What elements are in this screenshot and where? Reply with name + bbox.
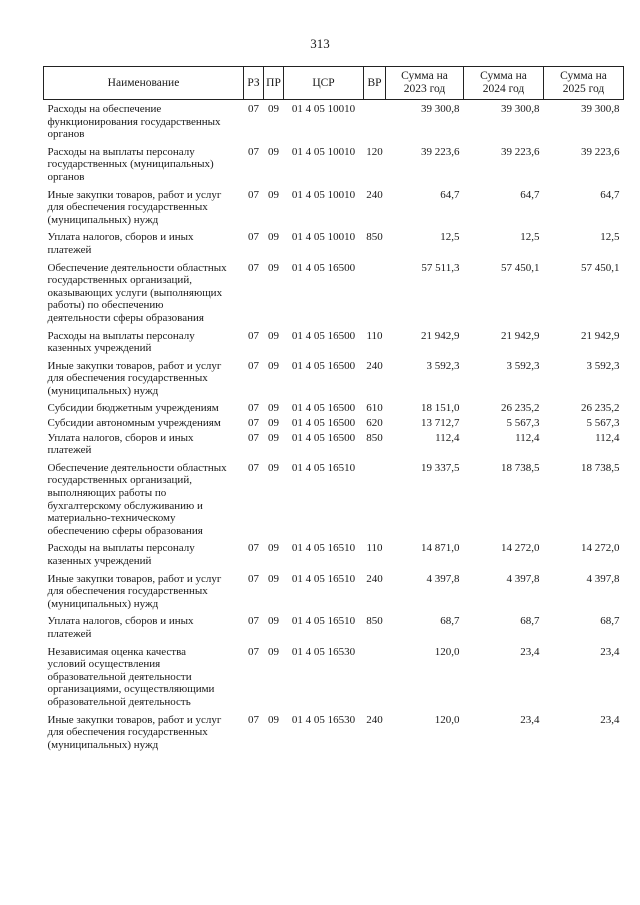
table-row	[44, 430, 624, 457]
row-sum-2023: 4 397,8	[426, 572, 460, 585]
row-csr: 01 4 05 16510	[291, 461, 356, 474]
row-rz: 07	[248, 261, 259, 274]
row-sum-2024: 21 942,9	[501, 329, 540, 342]
table-row	[44, 100, 624, 141]
row-vr: 240	[366, 359, 383, 372]
row-vr	[364, 457, 386, 538]
row-csr: 01 4 05 16510	[291, 615, 356, 628]
row-sum-2024: 3 592,3	[506, 359, 540, 372]
row-name: Уплата налогов, сборов и иных платежей	[47, 431, 194, 457]
row-vr: 120	[366, 145, 383, 158]
row-vr: 620	[366, 417, 383, 430]
row-rz: 07	[248, 188, 259, 201]
row-rz: 07	[248, 103, 259, 115]
row-sum-2024: 64,7	[520, 188, 540, 201]
row-csr: 01 4 05 10010	[291, 231, 356, 244]
header-name: Наименование	[44, 67, 244, 100]
row-vr: 850	[366, 431, 383, 444]
row-vr	[364, 641, 386, 709]
row-sum-2025: 3 592,3	[586, 359, 620, 372]
row-sum-2025: 57 450,1	[581, 261, 620, 274]
row-sum-2024: 4 397,8	[506, 572, 540, 585]
row-rz: 07	[248, 713, 259, 726]
row-name: Иные закупки товаров, работ и услуг для обеспечения государственных (муниципальных) нужд	[47, 713, 222, 751]
table-row	[44, 141, 624, 184]
row-sum-2025: 18 738,5	[581, 461, 620, 474]
row-name: Обеспечение деятельности областных государственных организаций, выполняющих работы по бухгалтерскому обслуживанию и материально-техническому обеспечению сферы образования	[47, 461, 227, 537]
row-rz: 07	[248, 461, 259, 474]
row-sum-2025: 12,5	[600, 231, 620, 244]
header-rz: РЗ	[244, 67, 264, 100]
row-vr: 110	[366, 542, 383, 555]
row-sum-2024: 23,4	[520, 713, 540, 726]
row-pr: 09	[268, 542, 279, 555]
row-sum-2025: 23,4	[600, 713, 620, 726]
table-row	[44, 325, 624, 355]
row-name: Иные закупки товаров, работ и услуг для обеспечения государственных (муниципальных) нужд	[47, 572, 222, 610]
header-pr: ПР	[264, 67, 284, 100]
row-rz: 07	[248, 615, 259, 628]
row-csr: 01 4 05 16530	[291, 713, 356, 726]
header-sum-2023: Сумма на 2023 год	[386, 67, 464, 100]
row-sum-2023: 18 151,0	[421, 402, 460, 415]
row-sum-2025: 4 397,8	[586, 572, 620, 585]
row-pr: 09	[268, 402, 279, 415]
row-pr: 09	[268, 645, 279, 658]
row-vr: 850	[366, 231, 383, 244]
header-sum-2025: Сумма на 2025 год	[544, 67, 624, 100]
header-csr: ЦСР	[284, 67, 364, 100]
row-pr: 09	[268, 572, 279, 585]
row-sum-2025: 5 567,3	[586, 417, 620, 430]
table-row	[44, 397, 624, 415]
row-name: Расходы на выплаты персоналу государственных (муниципальных) органов	[47, 145, 214, 183]
row-sum-2024: 26 235,2	[501, 402, 540, 415]
row-pr: 09	[268, 461, 279, 474]
row-pr: 09	[268, 417, 279, 430]
row-pr: 09	[268, 713, 279, 726]
table-body	[44, 100, 624, 752]
row-csr: 01 4 05 10010	[291, 145, 356, 158]
header-vr: ВР	[364, 67, 386, 100]
row-rz: 07	[248, 359, 259, 372]
row-name: Уплата налогов, сборов и иных платежей	[47, 231, 194, 256]
row-sum-2023: 3 592,3	[426, 359, 460, 372]
row-csr: 01 4 05 10010	[291, 103, 356, 115]
page-number: 313	[310, 36, 330, 51]
row-name: Иные закупки товаров, работ и услуг для обеспечения государственных (муниципальных) нужд	[47, 188, 222, 226]
row-csr: 01 4 05 16500	[291, 329, 356, 342]
row-vr: 240	[366, 713, 383, 726]
row-sum-2023: 57 511,3	[421, 261, 460, 274]
row-sum-2023: 39 300,8	[421, 103, 460, 115]
table-row	[44, 457, 624, 538]
row-vr: 850	[366, 615, 383, 628]
row-sum-2025: 23,4	[600, 645, 620, 658]
row-sum-2025: 39 223,6	[581, 145, 620, 158]
table-row	[44, 641, 624, 709]
row-vr: 240	[366, 188, 383, 201]
row-csr: 01 4 05 16510	[291, 572, 356, 585]
row-sum-2024: 18 738,5	[501, 461, 540, 474]
row-pr: 09	[268, 615, 279, 628]
row-sum-2024: 39 223,6	[501, 145, 540, 158]
row-csr: 01 4 05 16500	[291, 417, 356, 430]
table-row	[44, 568, 624, 611]
row-sum-2023: 39 223,6	[421, 145, 460, 158]
row-csr: 01 4 05 16500	[291, 359, 356, 372]
row-name: Иные закупки товаров, работ и услуг для обеспечения государственных (муниципальных) нужд	[47, 359, 222, 397]
row-pr: 09	[268, 261, 279, 274]
header-sum-2024: Сумма на 2024 год	[464, 67, 544, 100]
row-sum-2024: 12,5	[520, 231, 540, 244]
row-sum-2025: 112,4	[595, 431, 620, 444]
row-sum-2025: 26 235,2	[581, 402, 620, 415]
row-pr: 09	[268, 231, 279, 244]
table-row	[44, 355, 624, 398]
row-pr: 09	[268, 103, 279, 115]
row-sum-2023: 68,7	[440, 615, 460, 628]
row-sum-2023: 19 337,5	[421, 461, 460, 474]
row-sum-2024: 68,7	[520, 615, 540, 628]
row-sum-2024: 23,4	[520, 645, 540, 658]
table-row	[44, 415, 624, 430]
row-sum-2023: 112,4	[435, 431, 460, 444]
row-sum-2025: 21 942,9	[581, 329, 620, 342]
row-name: Независимая оценка качества условий осуществления образовательной деятельности организациями, осуществляющими образовательной деятельность	[47, 645, 215, 708]
row-csr: 01 4 05 16500	[291, 402, 356, 415]
row-rz: 07	[248, 417, 259, 430]
table-header-row	[44, 67, 624, 100]
row-vr	[364, 100, 386, 141]
table-row	[44, 226, 624, 256]
row-vr	[364, 257, 386, 325]
row-sum-2023: 14 871,0	[421, 542, 460, 555]
row-name: Обеспечение деятельности областных государственных организаций, оказывающих услуги (выполняющих работы) по обеспечению деятельности сферы образования	[47, 261, 227, 324]
table-row	[44, 709, 624, 752]
row-pr: 09	[268, 329, 279, 342]
budget-table	[43, 66, 624, 751]
row-sum-2023: 120,0	[434, 645, 460, 658]
row-pr: 09	[268, 145, 279, 158]
table-row	[44, 257, 624, 325]
table-row	[44, 610, 624, 640]
row-sum-2023: 120,0	[434, 713, 460, 726]
row-sum-2024: 5 567,3	[506, 417, 540, 430]
row-rz: 07	[248, 542, 259, 555]
row-sum-2025: 39 300,8	[581, 103, 620, 115]
row-sum-2025: 68,7	[600, 615, 620, 628]
row-name: Расходы на обеспечение функционирования государственных органов	[47, 103, 221, 141]
row-name: Уплата налогов, сборов и иных платежей	[47, 615, 194, 640]
row-vr: 110	[366, 329, 383, 342]
row-pr: 09	[268, 359, 279, 372]
row-sum-2025: 64,7	[600, 188, 620, 201]
row-sum-2024: 57 450,1	[501, 261, 540, 274]
row-sum-2023: 13 712,7	[421, 417, 460, 430]
row-csr: 01 4 05 10010	[291, 188, 356, 201]
row-rz: 07	[248, 572, 259, 585]
row-vr: 610	[366, 402, 383, 415]
row-csr: 01 4 05 16510	[291, 542, 356, 555]
row-pr: 09	[268, 431, 279, 444]
table-row	[44, 537, 624, 567]
row-name: Расходы на выплаты персоналу казенных учреждений	[47, 329, 195, 355]
row-rz: 07	[248, 145, 259, 158]
table-row	[44, 184, 624, 227]
row-csr: 01 4 05 16530	[291, 645, 356, 658]
row-name: Субсидии бюджетным учреждениям	[47, 402, 219, 415]
row-rz: 07	[248, 231, 259, 244]
row-vr: 240	[366, 572, 383, 585]
row-rz: 07	[248, 402, 259, 415]
row-sum-2023: 12,5	[440, 231, 460, 244]
row-sum-2024: 112,4	[515, 431, 540, 444]
row-name: Расходы на выплаты персоналу казенных учреждений	[47, 542, 195, 567]
row-sum-2024: 14 272,0	[501, 542, 540, 555]
row-sum-2024: 39 300,8	[501, 103, 540, 115]
row-rz: 07	[248, 645, 259, 658]
row-pr: 09	[268, 188, 279, 201]
row-csr: 01 4 05 16500	[291, 261, 356, 274]
row-name: Субсидии автономным учреждениям	[47, 417, 221, 430]
row-sum-2025: 14 272,0	[581, 542, 620, 555]
row-sum-2023: 64,7	[440, 188, 460, 201]
row-rz: 07	[248, 329, 259, 342]
row-sum-2023: 21 942,9	[421, 329, 460, 342]
row-rz: 07	[248, 431, 259, 444]
row-csr: 01 4 05 16500	[291, 431, 356, 444]
